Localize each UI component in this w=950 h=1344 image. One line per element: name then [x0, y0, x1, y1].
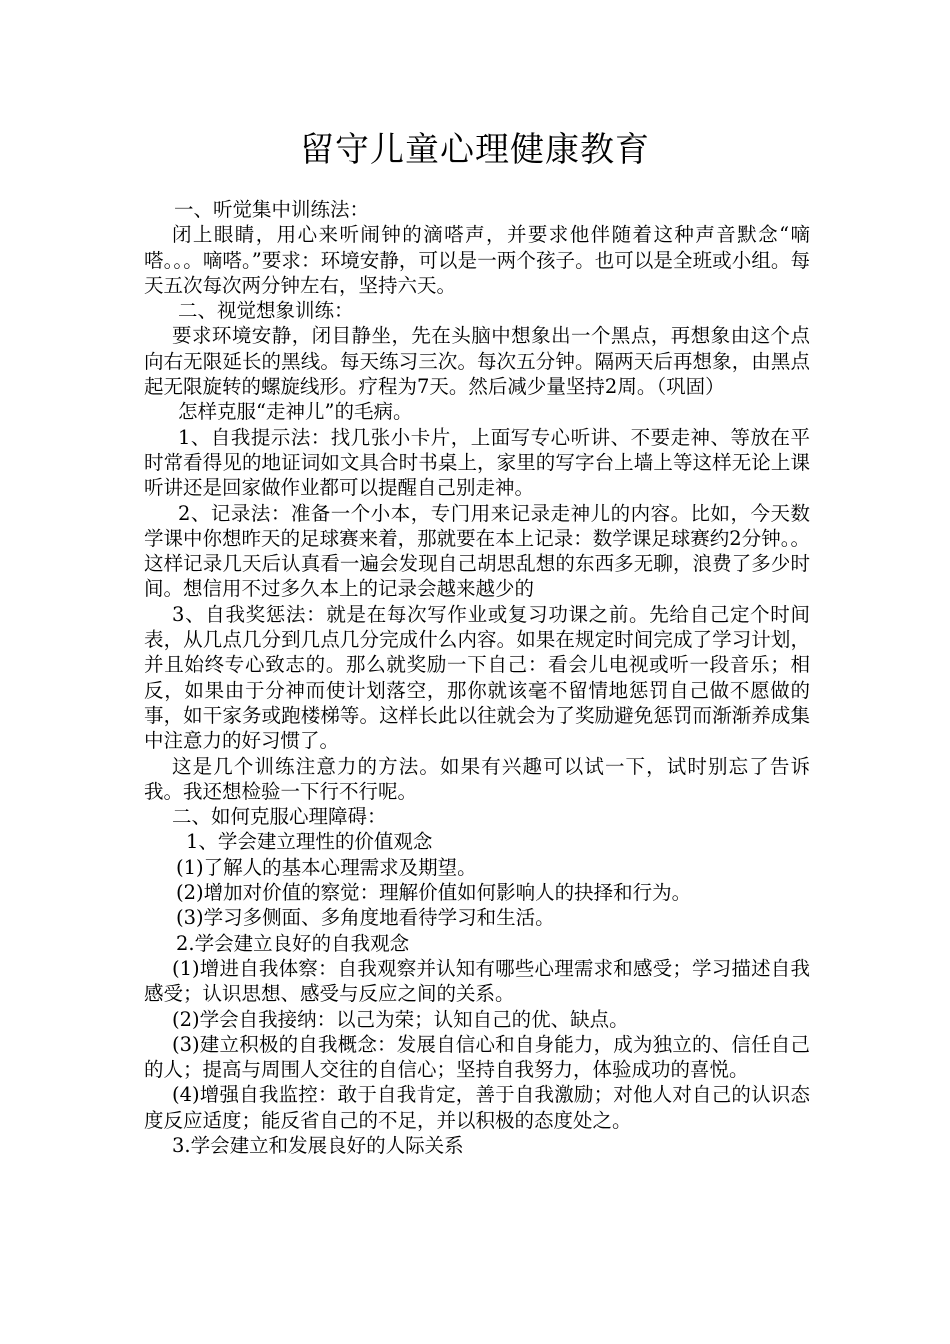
paragraph-record-method: 2、记录法：准备一个小本，专门用来记录走神儿的内容。比如，今天数学课中你想昨天的足球赛来着，那就要在本上记录：数学课足球赛约2分钟。。这样记录几天后认真看一遍会发现自己胡思乱想的东西多无聊，浪费了多少时间。想信用不过多久本上的记录会越来越少的 — [144, 501, 810, 601]
section-heading-psych-barrier: 二、如何克服心理障碍： — [172, 805, 387, 829]
section-heading-visual: 二、视觉想象训练： — [178, 299, 354, 323]
section-heading-auditory: 一、听觉集中训练法： — [174, 198, 370, 221]
paragraph-visual-method: 要求环境安静，闭目静坐，先在头脑中想象出一个黑点，再想象由这个点向右无限延长的黑线。每天练习三次。每次五分钟。隔两天后再想象，由黑点起无限旋转的螺旋线形。疗程为7天。然后减少量坚持2周。（巩固） — [144, 324, 810, 399]
paragraph-summary: 这是几个训练注意力的方法。如果有兴趣可以试一下，试时别忘了告诉我。我还想检验一下行不行呢。 — [144, 754, 810, 803]
document-body — [144, 197, 810, 1158]
list-item-self-concept-4: (4)增强自我监控：敢于自我肯定，善于自我激励；对他人对自己的认识态度反应适度；能反省自己的不足，并以积极的态度处之。 — [144, 1083, 810, 1132]
list-item-values-1: (1)了解人的基本心理需求及期望。 — [176, 855, 477, 879]
subheading-self-concept: 2.学会建立良好的自我观念 — [176, 931, 410, 955]
subheading-relationships: 3.学会建立和发展良好的人际关系 — [172, 1133, 464, 1157]
subheading-values: 1、学会建立理性的价值观念 — [186, 830, 433, 854]
paragraph-self-reminder: 1、自我提示法：找几张小卡片，上面写专心听讲、不要走神、等放在平时常看得见的地证词如文具合时书桌上，家里的写字台上墙上等这样无论上课听讲还是回家做作业都可以提醒自己别走神。 — [144, 425, 810, 500]
list-item-values-3: (3)学习多侧面、多角度地看待学习和生活。 — [176, 906, 555, 930]
list-item-self-concept-3: (3)建立积极的自我概念：发展自信心和自身能力，成为独立的、信任自己的人；提高与周围人交往的自信心；坚持自我努力，体验成功的喜悦。 — [144, 1032, 810, 1082]
list-item-values-2: (2)增加对价值的察觉：理解价值如何影响人的抉择和行为。 — [176, 881, 692, 905]
paragraph-auditory-method: 闭上眼睛，用心来听闹钟的滴嗒声，并要求他伴随着这种声音默念“嘀嗒。。。嘀嗒。”要求：环境安静，可以是一两个孩子。也可以是全班或小组。每天五次每次两分钟左右，坚持六天。 — [144, 223, 810, 297]
paragraph-reward-punish: 3、自我奖惩法：就是在每次写作业或复习功课之前。先给自己定个时间表，从几点几分到几点几分完成什么内容。如果在规定时间完成了学习计划，并且始终专心致志的。那么就奖励一下自己：看会儿电视或听一段音乐；相反，如果由于分神而使计划落空，那你就该毫不留情地惩罚自己做不愿做的事，如干家务或跑楼梯等。这样长此以往就会为了奖励避免惩罚而渐渐养成集中注意力的好习惯了。 — [144, 602, 810, 753]
list-item-self-concept-1: (1)增进自我体察：自我观察并认知有哪些心理需求和感受；学习描述自我感受；认识思想、感受与反应之间的关系。 — [144, 956, 810, 1006]
heading-overcome-distraction: 怎样克服“走神儿”的毛病。 — [178, 400, 413, 424]
list-item-self-concept-2: (2)学会自我接纳：以己为荣；认知自己的优、缺点。 — [172, 1007, 629, 1031]
document-title: 留守儿童心理健康教育 — [300, 130, 650, 170]
